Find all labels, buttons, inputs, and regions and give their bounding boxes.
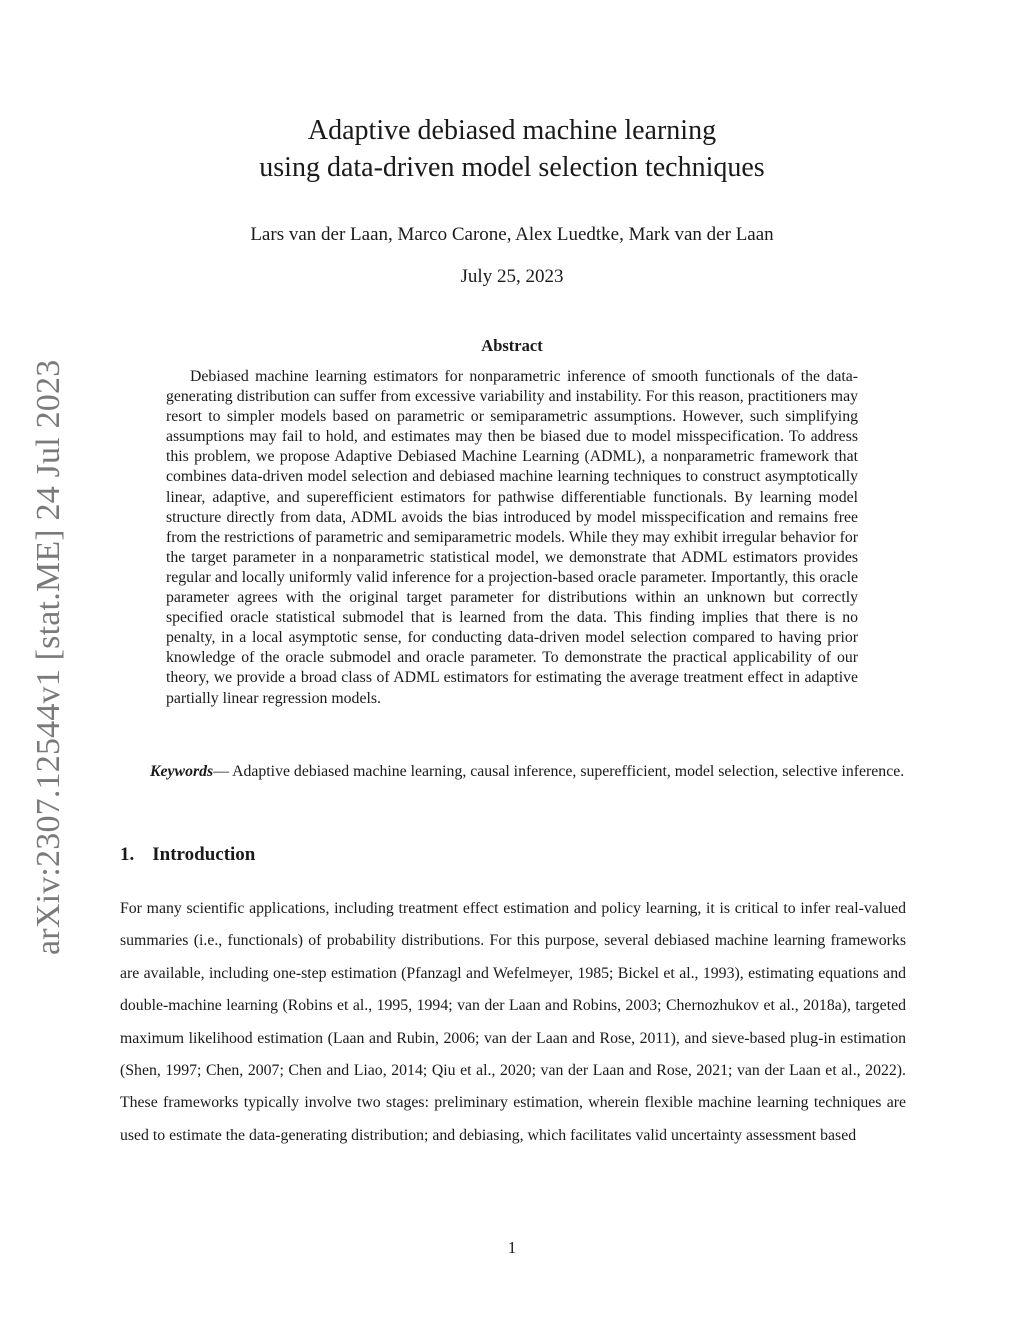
introduction-paragraph: For many scientific applications, including treatment effect estimation and policy learning, it is critical to infer real-valued summaries (i.e., functionals) of probability distributions. For this purpose, several debiased machine learning frameworks are available, including one-step estimation (Pfanzagl and Wefelmeyer, 1985; Bickel et al., 1993), estimating equations and double-machine learning (Robins et al., 1995, 1994; van der Laan and Robins, 2003; Chernozhukov et al., 2018a), targeted maximum likelihood estimation (Laan and Rubin, 2006; van der Laan and Rose, 2011), and sieve-based plug-in estimation (Shen, 1997; Chen, 2007; Chen and Liao, 2014; Qiu et al., 2020; van der Laan and Rose, 2021; van der Laan et al., 2022). These frameworks typically involve two stages: preliminary estimation, wherein flexible machine learning techniques are used to estimate the data-generating distribution; and debiasing, which facilitates valid uncertainty assessment based (120, 900, 906, 1144)
keywords-label: Keywords (150, 763, 214, 780)
keywords-text: — Adaptive debiased machine learning, causal inference, superefficient, model selection, selective inference. (213, 763, 905, 780)
section-heading-introduction (120, 844, 255, 866)
section-number: 1. (120, 844, 135, 865)
author-list: Lars van der Laan, Marco Carone, Alex Luedtke, Mark van der Laan (250, 224, 774, 245)
section-title: Introduction (152, 844, 256, 865)
keywords-paragraph (120, 762, 906, 783)
abstract-heading: Abstract (481, 336, 543, 355)
paper-title-line-2: using data-driven model selection techniques (259, 152, 765, 183)
paper-title (0, 112, 1024, 186)
abstract-text: Debiased machine learning estimators for nonparametric inference of smooth functionals of the data-generating distribution can suffer from excessive variability and instability. For this reason, practitioners may resort to simpler models based on parametric or semiparametric assumptions. However, such simplifying assumptions may fail to hold, and estimates may then be biased due to model misspecification. To address this problem, we propose Adaptive Debiased Machine Learning (ADML), a nonparametric framework that combines data-driven model selection and debiased machine learning techniques to construct asymptotically linear, adaptive, and superefficient estimators for pathwise differentiable functionals. By learning model structure directly from data, ADML avoids the bias introduced by model misspecification and remains free from the restrictions of parametric and semiparametric models. While they may exhibit irregular behavior for the target parameter in a nonparametric statistical model, we demonstrate that ADML estimators provides regular and locally uniformly valid inference for a projection-based oracle parameter. Importantly, this oracle parameter agrees with the original target parameter for distributions within an unknown but correctly specified oracle statistical submodel that is learned from the data. This finding implies that there is no penalty, in a local asymptotic sense, for conducting data-driven model selection compared to having prior knowledge of the oracle submodel and oracle parameter. To demonstrate the practical applicability of our theory, we provide a broad class of ADML estimators for estimating the average treatment effect in adaptive partially linear regression models. (166, 368, 858, 707)
page-number: 1 (507, 1238, 517, 1257)
paper-title-line-1: Adaptive debiased machine learning (307, 115, 717, 146)
publication-date: July 25, 2023 (460, 266, 564, 287)
arxiv-identifier-stamp: arXiv:2307.12544v1 [stat.ME] 24 Jul 2023 (30, 359, 67, 955)
